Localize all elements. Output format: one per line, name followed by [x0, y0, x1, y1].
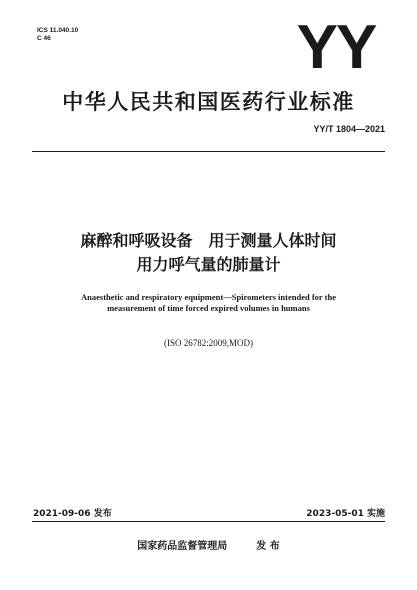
standard-category-title: 中华人民共和国医药行业标准	[62, 90, 355, 114]
ccs-code: C 46	[37, 35, 51, 42]
english-title-line-1: Anaesthetic and respiratory equipment—Spirometers intended for the	[81, 292, 336, 302]
issue-date: 2021-09-06 发布	[33, 509, 112, 519]
english-title	[30, 292, 387, 314]
iso-reference: (ISO 26782:2009,MOD)	[164, 338, 253, 348]
implementation-date: 2023-05-01 实施	[306, 509, 385, 519]
publisher	[0, 537, 417, 552]
yy-logo-text: YY	[296, 18, 376, 74]
classification-codes	[37, 27, 78, 43]
ics-code: ICS 11.040.10	[37, 27, 79, 34]
standard-number: YY/T 1804—2021	[313, 124, 385, 134]
publisher-name: 国家药品监督管理局	[137, 541, 228, 552]
chinese-title-line-1: 麻醉和呼吸设备 用于测量人体时间	[80, 231, 337, 250]
publisher-action: 发 布	[256, 541, 280, 552]
yy-logo	[280, 18, 392, 74]
chinese-title-line-2: 用力呼气量的肺量计	[136, 255, 281, 274]
top-divider	[32, 151, 385, 152]
english-title-line-2: measurement of time forced expired volumes in humans	[107, 303, 310, 313]
bottom-divider	[32, 521, 385, 522]
